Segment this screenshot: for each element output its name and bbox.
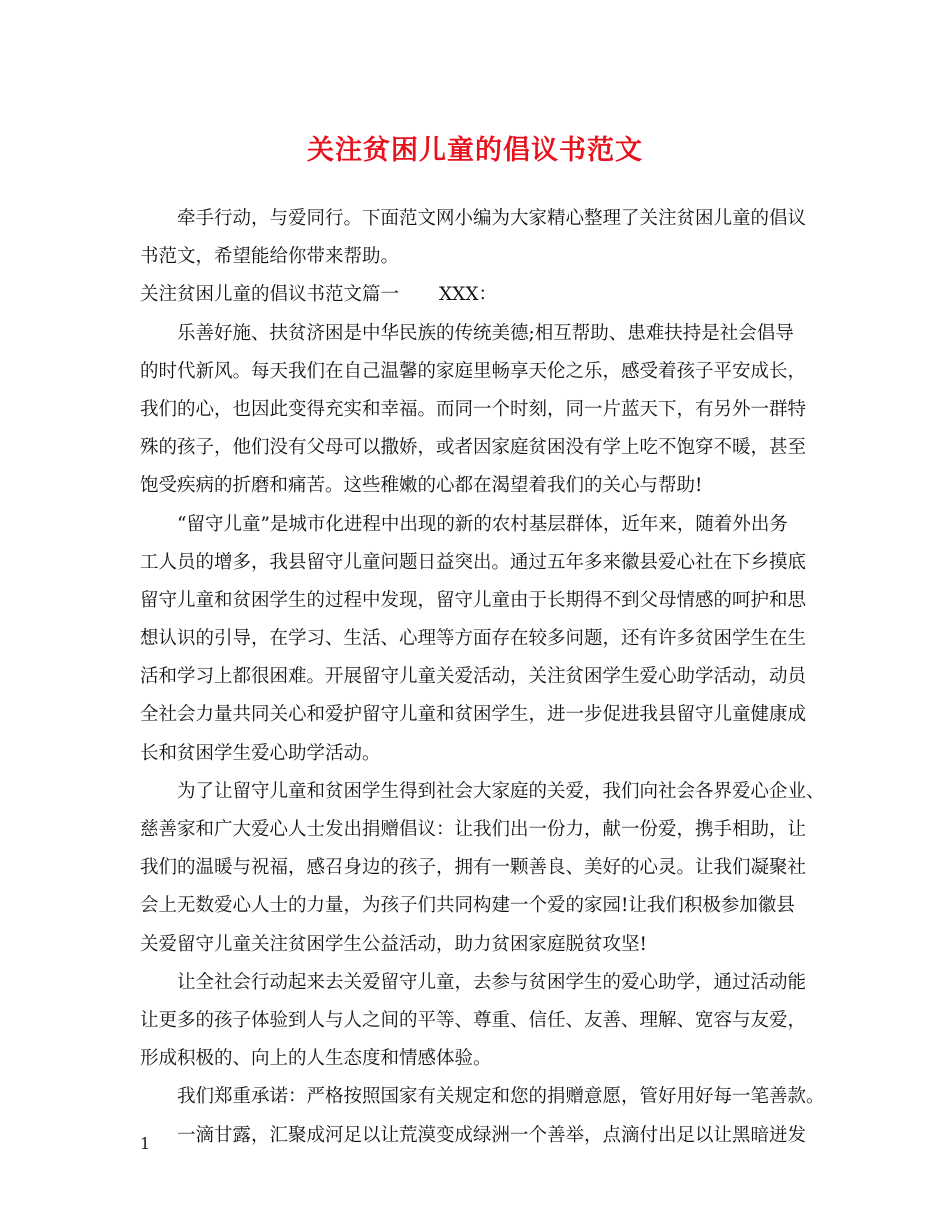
body-line: 一滴甘露，汇聚成河足以让荒漠变成绿洲一个善举，点滴付出足以让黑暗迸发 <box>177 1124 807 1146</box>
page-number: 1 <box>140 1134 151 1153</box>
body-line: 全社会力量共同关心和爱护留守儿童和贫困学生，进一步促进我县留守儿童健康成 <box>140 704 807 726</box>
body-line: 书范文，希望能给你带来帮助。 <box>140 246 400 268</box>
body-line: 会上无数爱心人士的力量，为孩子们共同构建一个爱的家园!让我们积极参加徽县 <box>140 895 795 917</box>
body-line: 饱受疾病的折磨和痛苦。这些稚嫩的心都在渴望着我们的关心与帮助! <box>140 475 703 497</box>
body-line: 乐善好施、扶贫济困是中华民族的传统美德;相互帮助、患难扶持是社会倡导 <box>177 322 794 344</box>
section-heading-line <box>140 276 820 314</box>
body-line: 工人员的增多，我县留守儿童问题日益突出。通过五年多来徽县爱心社在下乡摸底 <box>140 551 807 573</box>
body-line: 我们的温暖与祝福，感召身边的孩子，拥有一颗善良、美好的心灵。让我们凝聚社 <box>140 857 807 879</box>
body-line: 让全社会行动起来去关爱留守儿童，去参与贫困学生的爱心助学，通过活动能 <box>177 971 807 993</box>
body-line: 关爱留守儿童关注贫困学生公益活动，助力贫困家庭脱贫攻坚! <box>140 933 647 955</box>
body-line: 长和贫困学生爱心助学活动。 <box>140 742 381 764</box>
body-line: 为了让留守儿童和贫困学生得到社会大家庭的关爱，我们向社会各界爱心企业、 <box>177 780 825 802</box>
body-line: 想认识的引导，在学习、生活、心理等方面存在较多问题，还有许多贫困学生在生 <box>140 628 807 650</box>
body-line: “留守儿童”是城市化进程中出现的新的农村基层群体，近年来，随着外出务 <box>177 513 788 535</box>
body-line: 我们的心，也因此变得充实和幸福。而同一个时刻，同一片蓝天下，有另外一群特 <box>140 398 807 420</box>
body-line: 我们郑重承诺：严格按照国家有关规定和您的捐赠意愿，管好用好每一笔善款。 <box>177 1086 825 1108</box>
document-title: 关注贫困儿童的倡议书范文 <box>307 135 643 166</box>
section-heading: 关注贫困儿童的倡议书范文篇一 <box>140 284 400 306</box>
body-line: 的时代新风。每天我们在自己温馨的家庭里畅享天伦之乐，感受着孩子平安成长， <box>140 360 807 382</box>
salutation: XXX： <box>439 284 498 306</box>
body-line: 形成积极的、向上的人生态度和情感体验。 <box>140 1048 492 1070</box>
body-line: 殊的孩子，他们没有父母可以撒娇，或者因家庭贫困没有学上吃不饱穿不暖，甚至 <box>140 437 807 459</box>
document-body <box>140 200 825 1155</box>
body-line: 慈善家和广大爱心人士发出捐赠倡议：让我们出一份力，献一份爱，携手相助，让 <box>140 819 807 840</box>
body-line: 牵手行动，与爱同行。下面范文网小编为大家精心整理了关注贫困儿童的倡议 <box>177 208 807 229</box>
body-line: 活和学习上都很困难。开展留守儿童关爱活动，关注贫困学生爱心助学活动，动员 <box>140 666 807 688</box>
body-line: 留守儿童和贫困学生的过程中发现，留守儿童由于长期得不到父母情感的呵护和思 <box>140 589 807 611</box>
body-line: 让更多的孩子体验到人与人之间的平等、尊重、信任、友善、理解、宽容与友爱， <box>140 1009 807 1031</box>
